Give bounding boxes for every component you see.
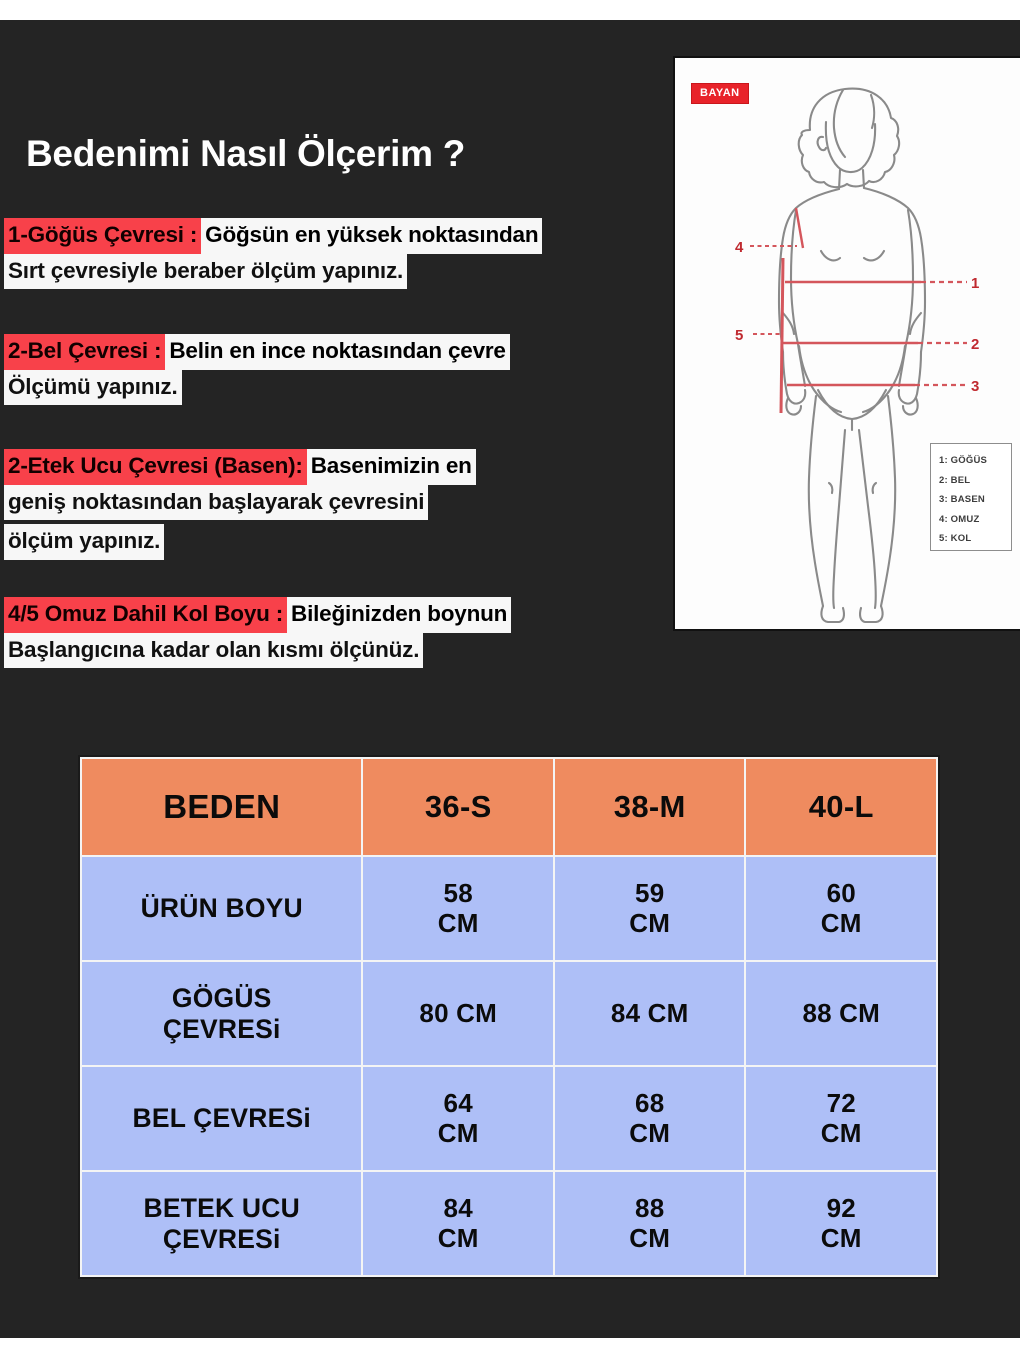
- measurement-cell: [363, 962, 553, 1065]
- instruction-line: geniş noktasından başlayarak çevresini: [4, 485, 428, 521]
- cell-line: 72: [826, 1087, 856, 1118]
- measurement-diagram-panel: [673, 56, 1020, 631]
- measurement-cell: [746, 962, 936, 1065]
- cell-line: 92: [826, 1192, 856, 1223]
- instruction-block-sleeve: [4, 597, 511, 668]
- measurement-cell: [363, 857, 553, 960]
- cell-line: 58: [443, 877, 473, 908]
- measurement-cell: [363, 1067, 553, 1170]
- legend-item: 3: BASEN: [939, 494, 985, 505]
- table-header-row: [82, 759, 936, 855]
- measurement-cell: [746, 1067, 936, 1170]
- instruction-lead-text: Basenimizin en: [307, 449, 476, 485]
- cell-line: 64: [443, 1087, 473, 1118]
- instruction-lead-label: 2-Bel Çevresi :: [4, 334, 165, 370]
- cell-line: CM: [820, 1117, 862, 1148]
- instruction-line: Başlangıcına kadar olan kısmı ölçünüz.: [4, 633, 423, 669]
- cell-line: ÇEVRESi: [162, 1013, 281, 1044]
- row-label: [82, 1067, 361, 1170]
- marker-4-label: 4: [735, 239, 744, 256]
- instruction-lead-label: 4/5 Omuz Dahil Kol Boyu :: [4, 597, 287, 633]
- row-label: [82, 962, 361, 1065]
- cell-line: 88: [635, 1192, 665, 1223]
- cell-line: CM: [820, 907, 862, 938]
- column-header-36s: 36-S: [363, 759, 553, 855]
- instruction-block-waist: [4, 334, 510, 405]
- marker-2-label: 2: [971, 336, 980, 353]
- instruction-lead-text: Bileğinizden boynun: [287, 597, 511, 633]
- cell-line: 60: [826, 877, 856, 908]
- instruction-first-line: [4, 597, 511, 633]
- table-row: [82, 1067, 936, 1170]
- cell-line: 84 CM: [610, 997, 689, 1028]
- instruction-first-line: [4, 449, 476, 485]
- cell-line: ÇEVRESi: [162, 1223, 281, 1254]
- size-chart-table: [78, 755, 940, 1279]
- legend-item: 2: BEL: [939, 474, 971, 486]
- instruction-lead-label: 1-Göğüs Çevresi :: [4, 218, 201, 254]
- row-label: [82, 857, 361, 960]
- measurement-cell: [363, 1172, 553, 1275]
- table-row: [82, 1172, 936, 1275]
- table-row: [82, 857, 936, 960]
- page-title: Bedenimi Nasıl Ölçerim ?: [26, 133, 466, 174]
- cell-line: CM: [629, 1117, 671, 1148]
- cell-line: BEL ÇEVRESi: [132, 1103, 311, 1134]
- column-header-beden: BEDEN: [82, 759, 361, 855]
- table-body: [82, 857, 936, 1275]
- column-header-40l: 40-L: [746, 759, 936, 855]
- instruction-first-line: [4, 218, 542, 254]
- row-label: [82, 1172, 361, 1275]
- cell-line: CM: [437, 907, 479, 938]
- instruction-first-line: [4, 334, 510, 370]
- marker-3-label: 3: [971, 378, 980, 395]
- cell-line: GÖGÜS: [171, 983, 272, 1014]
- legend-item: 5: KOL: [939, 533, 972, 544]
- instruction-line: Sırt çevresiyle beraber ölçüm yapınız.: [4, 254, 407, 290]
- column-header-38m: 38-M: [555, 759, 745, 855]
- instruction-block-hip: [4, 449, 476, 560]
- gender-badge: BAYAN: [691, 83, 749, 104]
- cell-line: CM: [820, 1222, 862, 1253]
- instruction-lead-text: Göğsün en yüksek noktasından: [201, 218, 542, 254]
- instruction-line: ölçüm yapınız.: [4, 524, 164, 560]
- measurement-cell: [555, 1172, 745, 1275]
- cell-line: CM: [437, 1222, 479, 1253]
- marker-5-label: 5: [735, 327, 744, 344]
- measurement-cell: [746, 1172, 936, 1275]
- measurement-cell: [555, 962, 745, 1065]
- cell-line: BETEK UCU: [143, 1193, 300, 1224]
- measurement-legend: [930, 443, 1012, 551]
- instruction-lead-text: Belin en ince noktasından çevre: [165, 334, 509, 370]
- marker-1-label: 1: [971, 275, 980, 292]
- cell-line: 84: [443, 1192, 473, 1223]
- cell-line: ÜRÜN BOYU: [140, 893, 303, 924]
- table-row: [82, 962, 936, 1065]
- cell-line: 59: [635, 877, 665, 908]
- instruction-line: Ölçümü yapınız.: [4, 370, 182, 406]
- cell-line: CM: [629, 1222, 671, 1253]
- cell-line: 80 CM: [419, 997, 497, 1028]
- legend-item: 4: OMUZ: [939, 513, 980, 525]
- cell-line: 88 CM: [802, 997, 881, 1028]
- table-header: [82, 759, 936, 855]
- legend-item: 1: GÖĞÜS: [939, 455, 988, 466]
- instruction-block-bust: [4, 218, 542, 289]
- cell-line: CM: [437, 1117, 479, 1148]
- instruction-lead-label: 2-Etek Ucu Çevresi (Basen):: [4, 449, 307, 485]
- measurement-cell: [746, 857, 936, 960]
- measurement-cell: [555, 1067, 745, 1170]
- measurement-cell: [555, 857, 745, 960]
- cell-line: 68: [635, 1087, 665, 1118]
- cell-line: CM: [629, 907, 671, 938]
